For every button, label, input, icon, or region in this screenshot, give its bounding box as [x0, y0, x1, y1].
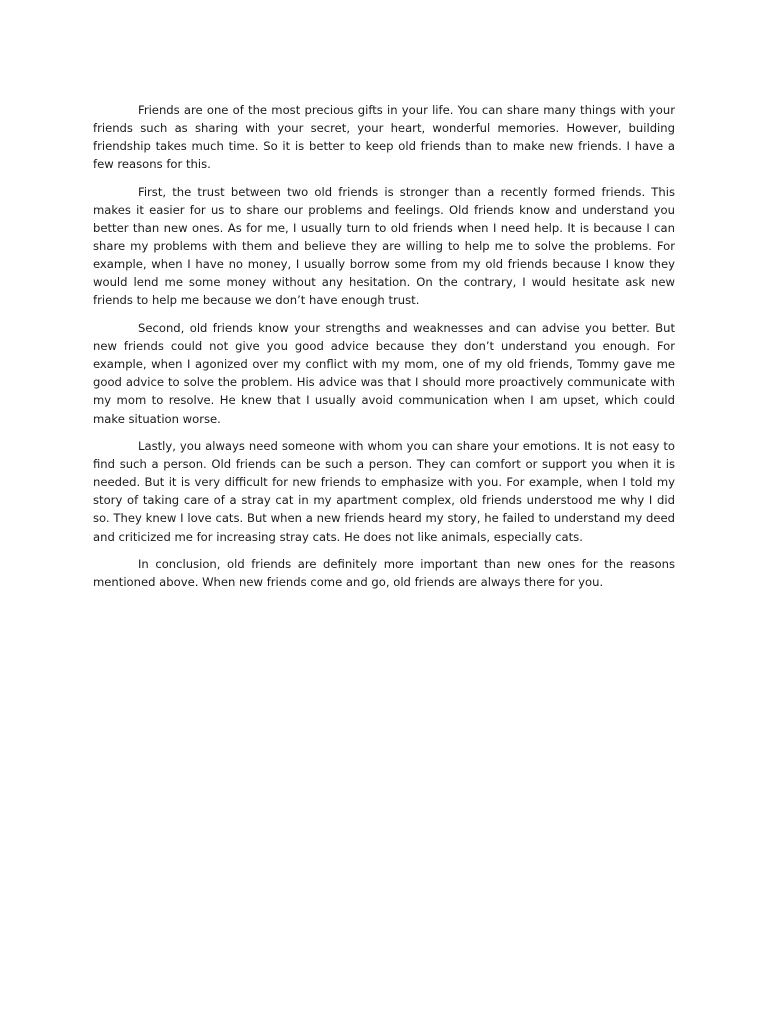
essay-body [93, 101, 675, 601]
paragraph-trust: First, the trust between two old friends is stronger than a recently formed friends. This makes it easier for us to share our problems and feelings. Old friends know and understand you better than new ones. As for me, I usually turn to old friends when I need help. It is because I can share my problems with them and believe they are willing to help me to solve the problems. For example, when I have no money, I usually borrow some from my old friends because I know they would lend me some money without any hesitation. On the contrary, I would hesitate ask new friends to help me because we don’t have enough trust. [93, 184, 675, 308]
paragraph-intro: Friends are one of the most precious gifts in your life. You can share many things with your friends such as sharing with your secret, your heart, wonderful memories. However, building friendship takes much time. So it is better to keep old friends than to make new friends. I have a few reasons for this. [93, 103, 675, 172]
paragraph-advice: Second, old friends know your strengths and weaknesses and can advise you better. But new friends could not give you good advice because they don’t understand you enough. For example, when I agonized over my conflict with my mom, one of my old friends, Tommy gave me good advice to solve the problem. His advice was that I should more proactively communicate with my mom to resolve. He knew that I usually avoid communication when I am upset, which could make situation worse. [93, 321, 675, 426]
paragraph-conclusion: In conclusion, old friends are definitely more important than new ones for the reasons mentioned above. When new friends come and go, old friends are always there for you. [93, 557, 675, 590]
paragraph-emotions: Lastly, you always need someone with whom you can share your emotions. It is not easy to find such a person. Old friends can be such a person. They can comfort or support you when it is needed. But it is very difficult for new friends to emphasize with you. For example, when I told my story of taking care of a stray cat in my apartment complex, old friends understood me why I did so. They knew I love cats. But when a new friends heard my story, he failed to understand my deed and criticized me for increasing stray cats. He does not like animals, especially cats. [93, 439, 675, 544]
